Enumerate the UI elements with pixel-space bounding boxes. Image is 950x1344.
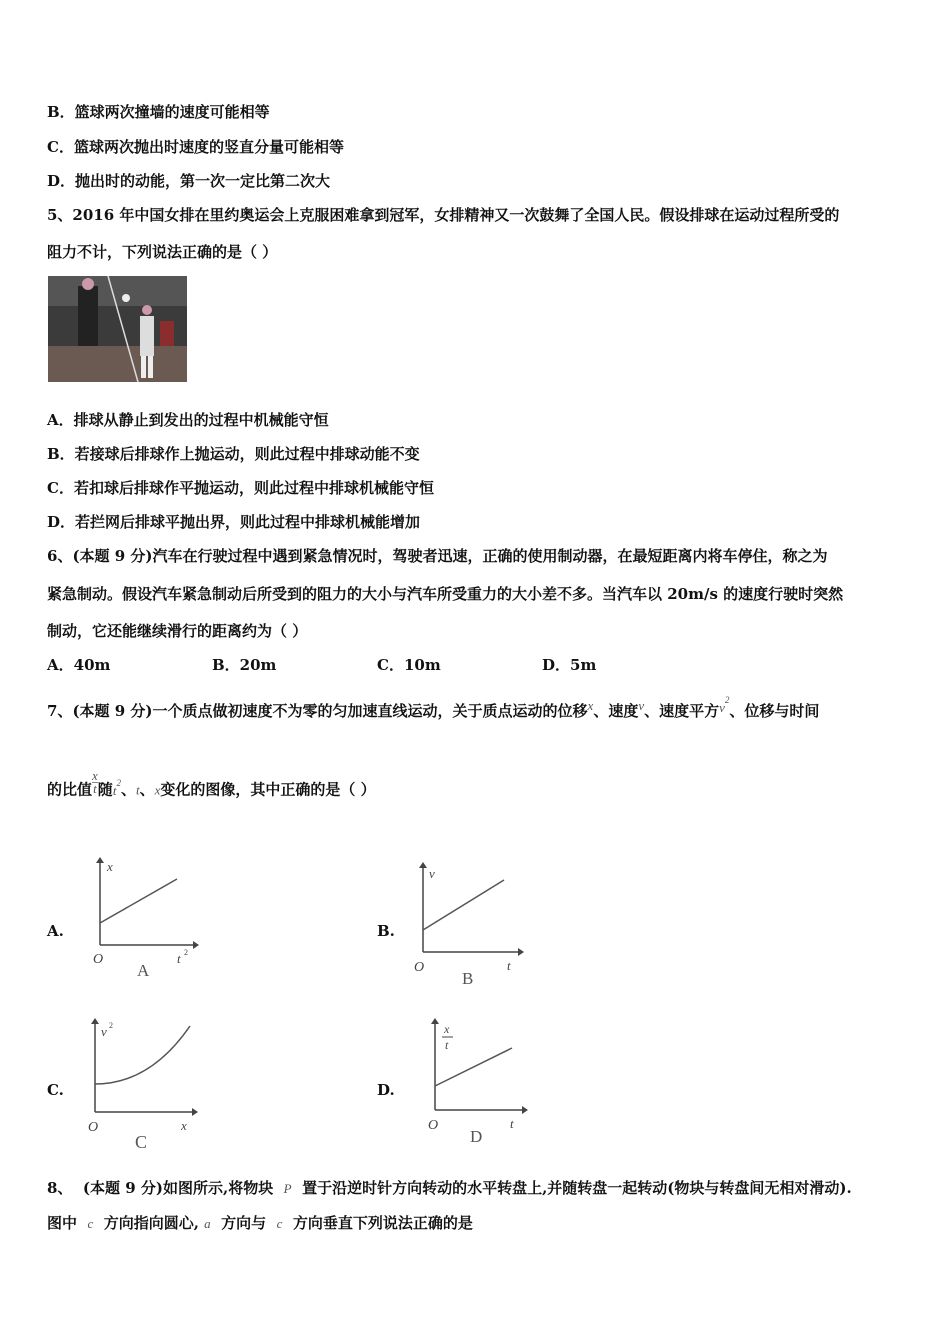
q7-stem-line1: 7、(本题 9 分)一个质点做初速度不为零的匀加速直线运动，关于质点运动的位移x、速度v、速度平方$v^2$、位移与时间 xyxy=(47,695,820,720)
graph-c xyxy=(80,1016,200,1156)
q4-option-c: C．篮球两次抛出时速度的竖直分量可能相等 xyxy=(47,138,344,156)
origin-label: O xyxy=(88,1120,99,1135)
q8-stem-line1: 8、 (本题 9 分)如图所示,将物块 P 置于沿逆时针方向转动的水平转盘上,并随转盘一起转动(物块与转盘间无相对滑动). xyxy=(47,1179,852,1197)
graph-b xyxy=(408,860,528,990)
axis-label-y: v xyxy=(101,1024,107,1039)
axis-label-y: v xyxy=(429,866,435,881)
symbol-t: t xyxy=(135,782,140,798)
symbol-a: a xyxy=(204,1216,211,1231)
q5-option-d: D．若拦网后排球平抛出界，则此过程中排球机械能增加 xyxy=(47,513,421,531)
q5-option-c: C．若扣球后排球作平抛运动，则此过程中排球机械能守恒 xyxy=(47,479,434,497)
axis-label-x: t xyxy=(507,958,511,973)
symbol-v2: $v^2$ xyxy=(719,695,730,715)
q6-stem-line2: 紧急制动。假设汽车紧急制动后所受到的阻力的大小与汽车所受重力的大小差不多。当汽车以 20m/s 的速度行驶时突然 xyxy=(47,585,844,603)
graph-label-d: D. xyxy=(377,1081,395,1099)
axis-label-y-den: t xyxy=(445,1038,449,1052)
axis-label-y: x xyxy=(107,859,113,874)
graph-a xyxy=(85,855,200,985)
q6-stem-line1: 6、(本题 9 分)汽车在行驶过程中遇到紧急情况时，驾驶者迅速，正确的使用制动器，在最短距离内将车停住，称之为 xyxy=(47,547,828,565)
symbol-c2: c xyxy=(276,1216,283,1231)
symbol-t-squared: $t^2$ xyxy=(112,777,121,798)
axis-label-x: t xyxy=(177,951,181,966)
symbol-x2: x xyxy=(154,782,161,798)
graph-caption: C xyxy=(135,1132,148,1152)
q7-stem-line2: 的比值 $\frac{x}{t}$ 随$t^2$、t、x变化的图像，其中正确的是（ ） xyxy=(47,768,376,799)
axis-label-x: x xyxy=(181,1118,187,1133)
symbol-v: v xyxy=(638,698,645,713)
graph-caption: D xyxy=(470,1127,483,1146)
q5-option-a: A．排球从静止到发出的过程中机械能守恒 xyxy=(47,411,329,429)
graph-label-b: B. xyxy=(377,922,395,940)
origin-label: O xyxy=(93,952,104,967)
volleyball-photo xyxy=(48,276,187,382)
q6-option-b: B．20m xyxy=(212,656,277,674)
fraction-x-over-t: $\frac{x}{t}$ xyxy=(92,768,98,796)
graph-d xyxy=(420,1018,530,1148)
axis-label-y-num: x xyxy=(444,1022,450,1036)
graph-label-c: C. xyxy=(47,1081,64,1099)
q5-option-b: B．若接球后排球作上抛运动，则此过程中排球动能不变 xyxy=(47,445,420,463)
q6-option-c: C．10m xyxy=(377,656,441,674)
symbol-c: c xyxy=(87,1216,94,1231)
q4-option-b: B．篮球两次撞墙的速度可能相等 xyxy=(47,103,270,121)
axis-label-x: t xyxy=(510,1116,514,1131)
q5-stem-line1: 5、2016 年中国女排在里约奥运会上克服困难拿到冠军，女排精神又一次鼓舞了全国人民。假设排球在运动过程所受的 xyxy=(47,206,840,224)
graph-caption: A xyxy=(137,961,150,980)
q6-option-d: D．5m xyxy=(542,656,597,674)
q4-option-d: D．抛出时的动能，第一次一定比第二次大 xyxy=(47,172,331,190)
origin-label: O xyxy=(414,960,425,975)
q8-stem-line2: 图中 c 方向指向圆心, a 方向与 c 方向垂直下列说法正确的是 xyxy=(47,1214,473,1232)
axis-label-x-sup: 2 xyxy=(184,948,188,957)
graph-caption: B xyxy=(462,969,474,988)
q6-stem-line3: 制动，它还能继续滑行的距离约为（ ） xyxy=(47,622,308,640)
graph-label-a: A. xyxy=(47,922,64,940)
axis-label-y-sup: 2 xyxy=(109,1021,113,1030)
q5-stem-line2: 阻力不计，下列说法正确的是（ ） xyxy=(47,243,278,261)
symbol-x: x xyxy=(587,698,594,713)
origin-label: O xyxy=(428,1118,439,1133)
q6-option-a: A．40m xyxy=(47,656,111,674)
symbol-p: P xyxy=(283,1181,292,1196)
